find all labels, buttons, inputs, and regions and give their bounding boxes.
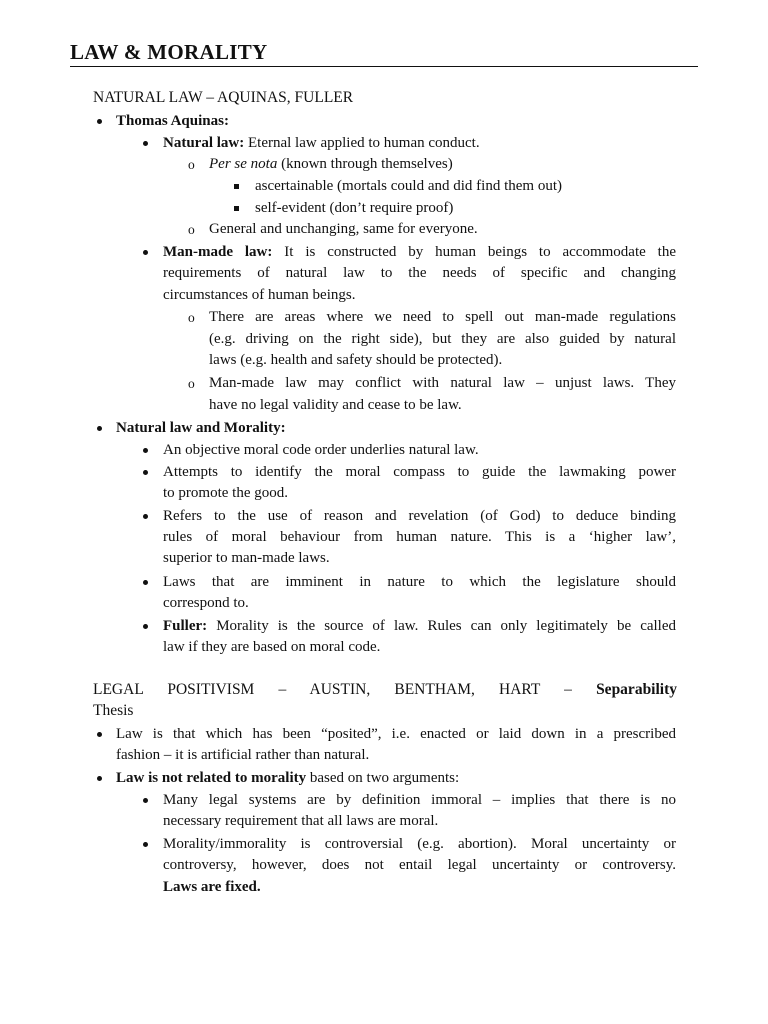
- fuller-line-2: law if they are based on moral code.: [163, 639, 381, 655]
- morality-bullet-4-line-2: correspond to.: [163, 595, 249, 611]
- positivism-heading-bold: Separability: [596, 681, 678, 698]
- square-bullet-icon: [234, 206, 239, 211]
- circle-bullet-icon: o: [188, 376, 195, 391]
- man-made-label: Man-made law:: [163, 244, 273, 260]
- bullet-icon: [143, 470, 148, 475]
- bullet-icon: [143, 250, 148, 255]
- man-made-line-3: circumstances of human beings.: [163, 287, 356, 303]
- positivism-sub-2-line-3: Laws are fixed.: [163, 879, 261, 895]
- conflict-line-1: Man-made law may conflict with natural law – unjust laws. They: [209, 375, 676, 391]
- areas-line-1: There are areas where we need to spell out man-made regulations: [209, 309, 676, 325]
- bullet-icon: [143, 798, 148, 803]
- morality-bullet-3-line-3: superior to man-made laws.: [163, 550, 330, 566]
- bullet-icon: [143, 514, 148, 519]
- per-se-nota-label: Per se nota: [209, 156, 278, 172]
- per-se-nota-item: [209, 154, 453, 176]
- natural-law-label: Natural law:: [163, 135, 245, 151]
- positivism-point-2-label: Law is not related to morality: [116, 770, 307, 786]
- bullet-icon: [97, 119, 102, 124]
- positivism-heading-line-2: Thesis: [93, 702, 134, 719]
- bullet-icon: [97, 732, 102, 737]
- positivism-sub-1-line-2: necessary requirement that all laws are moral.: [163, 813, 439, 829]
- man-made-line-2: requirements of natural law to the needs of specific and changing: [163, 265, 676, 281]
- document-title: LAW & MORALITY: [70, 40, 698, 67]
- morality-bullet-2-line-1: Attempts to identify the moral compass to guide the lawmaking power: [163, 464, 676, 480]
- positivism-sub-2-line-1: Morality/immorality is controversial (e.g. abortion). Moral uncertainty or: [163, 836, 676, 852]
- areas-line-3: laws (e.g. health and safety should be protected).: [209, 352, 503, 368]
- man-made-line-1: [163, 242, 676, 264]
- positivism-point-2-text: based on two arguments:: [309, 770, 460, 786]
- man-made-text-1: It is constructed by human beings to accommodate the: [284, 244, 676, 260]
- per-se-nota-sub-1: ascertainable (mortals could and did find them out): [255, 178, 562, 194]
- aquinas-label: Thomas Aquinas:: [116, 113, 229, 129]
- bullet-icon: [97, 426, 102, 431]
- circle-bullet-icon: o: [188, 310, 195, 325]
- conflict-line-2: have no legal validity and cease to be law.: [209, 397, 462, 413]
- per-se-nota-text: (known through themselves): [281, 156, 453, 172]
- natural-law-text: Eternal law applied to human conduct.: [248, 135, 480, 151]
- circle-bullet-icon: o: [188, 222, 195, 237]
- square-bullet-icon: [234, 184, 239, 189]
- bullet-icon: [143, 842, 148, 847]
- morality-bullet-3-line-1: Refers to the use of reason and revelation (of God) to deduce binding: [163, 508, 676, 524]
- per-se-nota-sub-2: self-evident (don’t require proof): [255, 200, 454, 216]
- morality-bullet-2-line-2: to promote the good.: [163, 485, 288, 501]
- bullet-icon: [143, 580, 148, 585]
- bullet-icon: [143, 624, 148, 629]
- fuller-line-1: [163, 616, 676, 638]
- bullet-icon: [143, 448, 148, 453]
- natural-law-item: [163, 133, 480, 155]
- fuller-text-1: Morality is the source of law. Rules can only legitimately be called: [216, 618, 676, 634]
- bullet-icon: [97, 776, 102, 781]
- morality-bullet-1: An objective moral code order underlies natural law.: [163, 442, 479, 458]
- morality-bullet-3-line-2: rules of moral behaviour from human nature. This is a ‘higher law’,: [163, 529, 676, 545]
- natural-law-heading: NATURAL LAW – AQUINAS, FULLER: [93, 89, 354, 106]
- circle-bullet-icon: o: [188, 157, 195, 172]
- positivism-sub-1-line-1: Many legal systems are by definition immoral – implies that there is no: [163, 792, 676, 808]
- general-item: General and unchanging, same for everyone.: [209, 221, 478, 237]
- areas-line-2: (e.g. driving on the right side), but they are also guided by natural: [209, 331, 676, 347]
- bullet-icon: [143, 141, 148, 146]
- positivism-heading: [93, 679, 677, 701]
- fuller-label: Fuller:: [163, 618, 208, 634]
- morality-label: Natural law and Morality:: [116, 420, 286, 436]
- positivism-point-1-line-1: Law is that which has been “posited”, i.e. enacted or laid down in a prescribed: [116, 726, 676, 742]
- positivism-point-2: [116, 768, 459, 790]
- positivism-point-1-line-2: fashion – it is artificial rather than natural.: [116, 747, 370, 763]
- morality-bullet-4-line-1: Laws that are imminent in nature to which the legislature should: [163, 574, 676, 590]
- positivism-heading-text: LEGAL POSITIVISM – AUSTIN, BENTHAM, HART –: [93, 681, 572, 698]
- positivism-sub-2-line-2: controversy, however, does not entail legal uncertainty or controversy.: [163, 857, 676, 873]
